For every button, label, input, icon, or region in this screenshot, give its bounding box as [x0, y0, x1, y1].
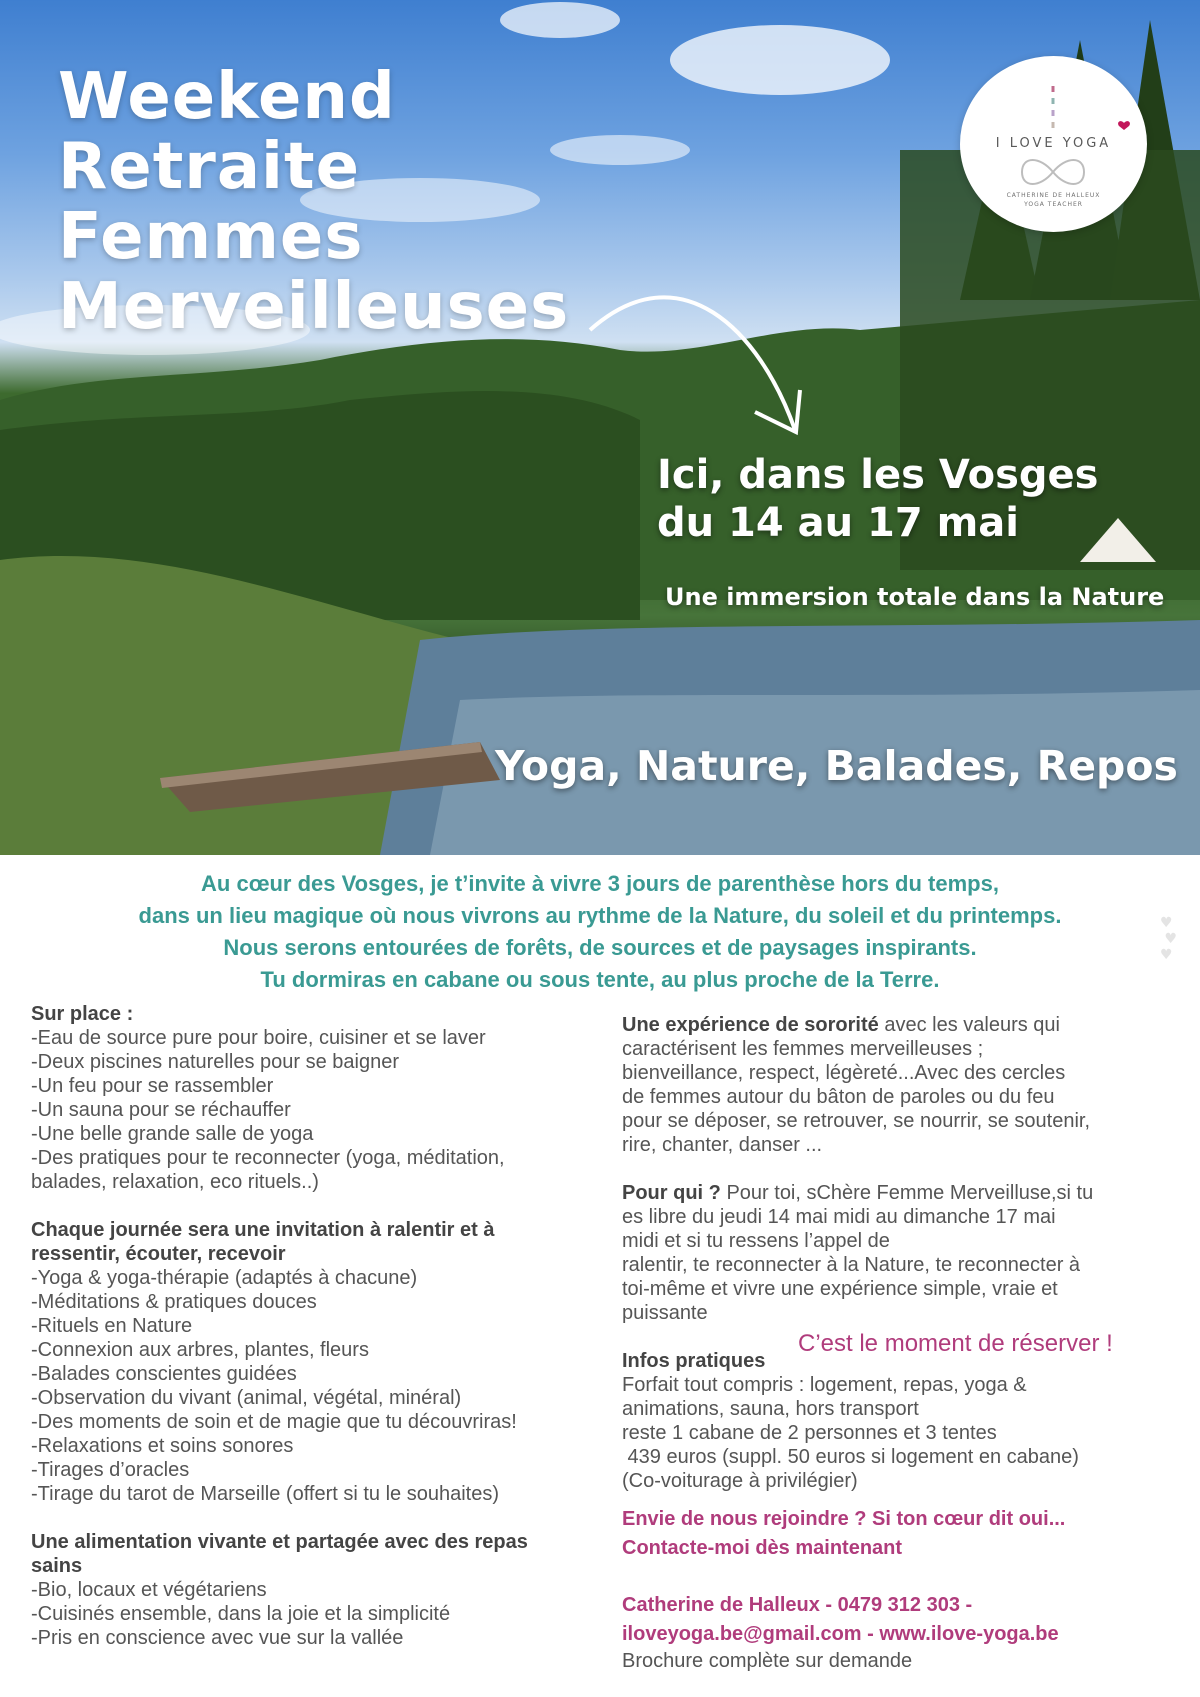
journee-heading-cont: ressentir, écouter, recevoir: [31, 1243, 286, 1265]
list-item: -Un feu pour se rassembler: [31, 1075, 274, 1097]
pour-qui-text: Pour toi, sChère Femme Merveilluse,si tu: [726, 1182, 1094, 1204]
list-item: -Relaxations et soins sonores: [31, 1435, 294, 1457]
paragraph-line: animations, sauna, hors transport: [622, 1398, 919, 1420]
logo-subtitle: [960, 191, 1147, 209]
sur-place-heading: Sur place :: [31, 1003, 134, 1025]
logo-text: I LOVE YOGA: [995, 136, 1112, 151]
list-item: -Des pratiques pour te reconnecter (yoga, méditation,: [31, 1147, 505, 1169]
paragraph-line: Forfait tout compris : logement, repas, yoga &: [622, 1374, 1027, 1396]
hero-title-line: Retraite: [58, 130, 360, 204]
i-love-yoga-logo: [960, 56, 1147, 232]
list-item: -Tirages d’oracles: [31, 1459, 190, 1481]
list-item: -Bio, locaux et végétariens: [31, 1579, 267, 1601]
location-line: Ici, dans les Vosges: [657, 452, 1099, 498]
intro-line: dans un lieu magique où nous vivrons au rythme de la Nature, du soleil et du printemps.: [138, 903, 1062, 928]
list-item: -Un sauna pour se réchauffer: [31, 1099, 291, 1121]
list-item: -Deux piscines naturelles pour se baigner: [31, 1051, 399, 1073]
cta-line: Envie de nous rejoindre ? Si ton cœur dit oui...: [622, 1508, 1066, 1530]
paragraph-line: ralentir, te reconnecter à la Nature, te reconnecter à: [622, 1254, 1081, 1276]
paragraph-line: pour se déposer, se retrouver, se nourrir, se soutenir,: [622, 1110, 1091, 1132]
paragraph-line: es libre du jeudi 14 mai midi au dimanche 17 mai: [622, 1206, 1056, 1228]
list-item: -Des moments de soin et de magie que tu découvriras!: [31, 1411, 517, 1433]
list-item: -Eau de source pure pour boire, cuisiner et se laver: [31, 1027, 486, 1049]
intro-line: Au cœur des Vosges, je t’invite à vivre 3 jours de parenthèse hors du temps,: [201, 871, 999, 896]
list-item: -Observation du vivant (animal, végétal, minéral): [31, 1387, 462, 1409]
sororite-text: avec les valeurs qui: [884, 1014, 1060, 1036]
reserve-callout: C’est le moment de réserver !: [798, 1330, 1113, 1357]
paragraph-line: puissante: [622, 1302, 708, 1324]
contact-phone: Catherine de Halleux - 0479 312 303 -: [622, 1594, 973, 1616]
infos-heading: Infos pratiques: [622, 1350, 766, 1372]
journee-heading: Chaque journée sera une invitation à ralentir et à: [31, 1219, 495, 1241]
infinity-icon: [1022, 160, 1084, 184]
alimentation-heading-cont: sains: [31, 1555, 83, 1577]
pour-qui-heading: Pour qui ?: [622, 1182, 721, 1204]
list-item: -Pris en conscience avec vue sur la vallée: [31, 1627, 404, 1649]
hero-title-line: Merveilleuses: [58, 270, 570, 344]
list-item: balades, relaxation, eco rituels..): [31, 1171, 319, 1193]
hero-title-line: Femmes: [58, 200, 364, 274]
paragraph-line: (Co-voiturage à privilégier): [622, 1470, 858, 1492]
paragraph-line: midi et si tu ressens l’appel de: [622, 1230, 890, 1252]
list-item: -Connexion aux arbres, plantes, fleurs: [31, 1339, 369, 1361]
pour-qui-first-line: [622, 1181, 1182, 1205]
logo-subtitle-role: YOGA TEACHER: [1024, 201, 1083, 208]
paragraph-line: rire, chanter, danser ...: [622, 1134, 823, 1156]
sororite-first-line: [622, 1013, 1182, 1037]
contact-email-website[interactable]: iloveyoga.be@gmail.com - www.ilove-yoga.be: [622, 1623, 1059, 1645]
logo-subtitle-name: CATHERINE DE HALLEUX: [1006, 192, 1101, 199]
paragraph-line: toi-même et vivre une expérience simple, vraie et: [622, 1278, 1058, 1300]
list-item: -Tirage du tarot de Marseille (offert si tu le souhaites): [31, 1483, 499, 1505]
tagline: Une immersion totale dans la Nature: [665, 583, 1165, 611]
paragraph-line: bienveillance, respect, légèreté...Avec des cercles: [622, 1062, 1066, 1084]
list-item: -Méditations & pratiques douces: [31, 1291, 317, 1313]
sororite-heading: Une expérience de sororité: [622, 1014, 879, 1036]
list-item: -Rituels en Nature: [31, 1315, 193, 1337]
intro-paragraph: [0, 868, 1200, 996]
paragraph-line: caractérisent les femmes merveilleuses ;: [622, 1038, 984, 1060]
left-column: [31, 1002, 601, 1650]
paragraph-line: reste 1 cabane de 2 personnes et 3 tentes: [622, 1422, 997, 1444]
price-line: 439 euros (suppl. 50 euros si logement en cabane): [622, 1446, 1079, 1468]
alimentation-heading: Une alimentation vivante et partagée avec des repas: [31, 1531, 528, 1553]
intro-line: Tu dormiras en cabane ou sous tente, au plus proche de la Terre.: [260, 967, 940, 992]
decorative-hearts: ♥ ♥ ♥: [1160, 915, 1178, 963]
heart-icon: [1118, 121, 1130, 130]
list-item: -Une belle grande salle de yoga: [31, 1123, 314, 1145]
list-item: -Cuisinés ensemble, dans la joie et la simplicité: [31, 1603, 451, 1625]
brochure-note: Brochure complète sur demande: [622, 1650, 913, 1672]
hero-title-line: Weekend: [58, 60, 396, 134]
cta-line: Contacte-moi dès maintenant: [622, 1537, 903, 1559]
paragraph-line: de femmes autour du bâton de paroles ou du feu: [622, 1086, 1055, 1108]
list-item: -Yoga & yoga-thérapie (adaptés à chacune): [31, 1267, 418, 1289]
activities-line: Yoga, Nature, Balades, Repos: [495, 742, 1178, 790]
list-item: -Balades conscientes guidées: [31, 1363, 297, 1385]
intro-line: Nous serons entourées de forêts, de sources et de paysages inspirants.: [223, 935, 977, 960]
dates-line: du 14 au 17 mai: [657, 500, 1019, 546]
